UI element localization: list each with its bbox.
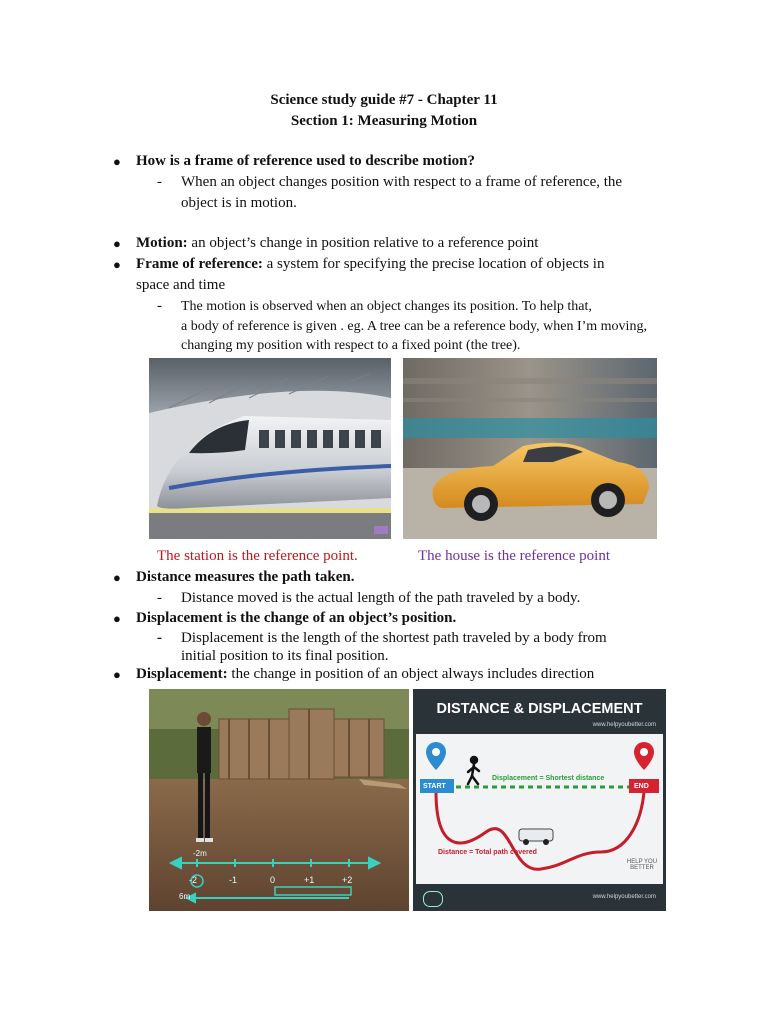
bullet-icon: ● <box>113 667 121 682</box>
answer-line: When an object changes position with respect to a frame of reference, the <box>181 174 623 190</box>
displacement-detail: initial position to its final position. <box>181 648 389 664</box>
page-title: Science study guide #7 - Chapter 11 <box>270 92 498 108</box>
frame-note: changing my position with respect to a fixed point (the tree). <box>181 338 521 353</box>
question-frame-of-reference: How is a frame of reference used to describe motion? <box>136 153 475 169</box>
distance-heading: Distance measures the path taken. <box>136 569 355 585</box>
end-label: END <box>634 783 649 790</box>
dash-icon: - <box>157 590 162 606</box>
infographic-url: www.helpyoubetter.com <box>592 722 656 728</box>
bullet-icon: ● <box>113 570 121 585</box>
frame-definition-cont: space and time <box>136 277 226 293</box>
bullet-icon: ● <box>113 257 121 272</box>
distance-displacement-infographic <box>413 689 666 911</box>
frame-definition: Frame of reference: a system for specifying the precise location of objects in <box>136 256 605 272</box>
tick-label: -1 <box>229 875 238 885</box>
tick-label: 0 <box>270 875 276 885</box>
motion-definition: Motion: an object’s change in position relative to a reference point <box>136 235 539 251</box>
dash-icon: - <box>157 298 162 314</box>
frame-note: The motion is observed when an object changes its position. To help that, <box>181 299 592 314</box>
displacement-detail: Displacement is the length of the shortest path traveled by a body from <box>181 630 607 646</box>
bullet-icon: ● <box>113 154 121 169</box>
displacement-heading: Displacement is the change of an object’s position. <box>136 610 457 626</box>
car-photo <box>403 358 657 539</box>
displacement-label: Displacement = Shortest distance <box>492 775 605 782</box>
bullet-icon: ● <box>113 236 121 251</box>
number-line-bottom-label: 6m <box>179 892 191 901</box>
distance-detail: Distance moved is the actual length of the path traveled by a body. <box>181 590 581 606</box>
brand-logo: HELP YOU BETTER <box>626 859 658 871</box>
dash-icon: - <box>157 630 162 646</box>
car-caption: The house is the reference point <box>418 548 611 564</box>
answer-line: object is in motion. <box>181 195 297 211</box>
brand-icon <box>423 891 443 907</box>
displacement-definition: Displacement: the change in position of an object always includes direction <box>136 666 595 682</box>
tick-label: -2 <box>189 875 198 885</box>
dash-icon: - <box>157 174 162 190</box>
bullet-icon: ● <box>113 611 121 626</box>
section-title: Section 1: Measuring Motion <box>290 113 478 129</box>
tick-label: +2 <box>342 875 353 885</box>
train-caption: The station is the reference point. <box>157 548 358 564</box>
distance-label: Distance = Total path covered <box>438 849 537 856</box>
train-photo <box>149 358 391 539</box>
infographic-panel <box>416 734 663 884</box>
frame-note: a body of reference is given . eg. A tree can be a reference body, when I’m moving, <box>181 319 647 334</box>
playground-photo <box>149 689 409 911</box>
start-label: START <box>423 783 446 790</box>
infographic-title: DISTANCE & DISPLACEMENT <box>436 701 643 717</box>
infographic-url-bottom: www.helpyoubetter.com <box>592 894 656 900</box>
tick-label: +1 <box>304 875 315 885</box>
number-line-top-label: -2m <box>193 849 207 858</box>
